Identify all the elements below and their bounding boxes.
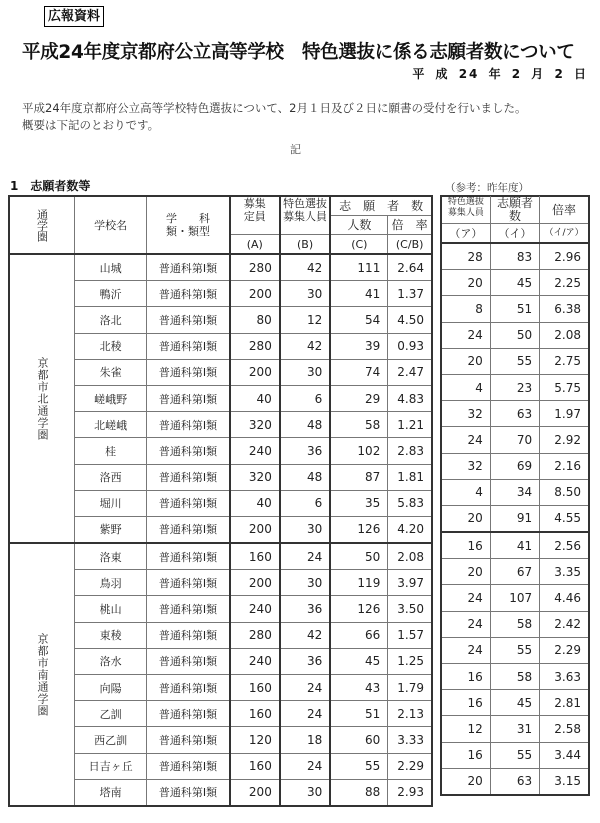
prev-special-quota: 24 (441, 637, 490, 663)
prev-rate: 2.58 (540, 716, 589, 742)
prev-applicants: 34 (490, 479, 539, 505)
prev-special-quota: 20 (441, 505, 490, 532)
applicant-count: 60 (330, 727, 388, 753)
special-quota: 36 (280, 438, 330, 464)
capacity: 160 (230, 753, 280, 779)
applicant-rate: 1.79 (388, 675, 432, 701)
table-row (441, 322, 589, 348)
applicant-count: 102 (330, 438, 388, 464)
prev-special-quota: 20 (441, 348, 490, 374)
capacity: 280 (230, 254, 280, 281)
special-quota: 6 (280, 385, 330, 411)
prev-applicants: 50 (490, 322, 539, 348)
table-row (441, 243, 589, 270)
capacity: 200 (230, 281, 280, 307)
school-name: 北稜 (75, 333, 147, 359)
applicant-rate: 2.08 (388, 543, 432, 570)
prev-rate: 2.75 (540, 348, 589, 374)
table-row (441, 270, 589, 296)
prev-applicants: 55 (490, 742, 539, 768)
header-applicants: 志 願 者 数 (330, 196, 432, 216)
header-prev-rate: 倍率 (540, 196, 589, 224)
applicant-rate: 3.33 (388, 727, 432, 753)
capacity: 240 (230, 596, 280, 622)
table-row (441, 690, 589, 716)
table-row (441, 664, 589, 690)
prev-applicants: 63 (490, 401, 539, 427)
prev-applicants: 58 (490, 664, 539, 690)
prev-applicants: 69 (490, 453, 539, 479)
school-name: 堀川 (75, 490, 147, 516)
table-row (441, 585, 589, 611)
table-row (441, 768, 589, 795)
school-name: 桃山 (75, 596, 147, 622)
region-label: 京都市南通学圏 (9, 543, 75, 806)
applicant-count: 66 (330, 622, 388, 648)
prev-special-quota: 12 (441, 716, 490, 742)
special-quota: 36 (280, 648, 330, 674)
table-row (441, 742, 589, 768)
special-quota: 42 (280, 622, 330, 648)
applicant-count: 45 (330, 648, 388, 674)
prev-special-quota: 32 (441, 453, 490, 479)
applicant-rate: 0.93 (388, 333, 432, 359)
school-name: 洛西 (75, 464, 147, 490)
table-row (441, 453, 589, 479)
prev-applicants: 45 (490, 270, 539, 296)
applicant-rate: 2.13 (388, 701, 432, 727)
course-type: 普通科第Ⅰ類 (147, 412, 230, 438)
capacity: 240 (230, 648, 280, 674)
header-prev-special-code: （ア） (441, 224, 490, 244)
capacity: 40 (230, 385, 280, 411)
applicant-count: 50 (330, 543, 388, 570)
applicant-count: 41 (330, 281, 388, 307)
school-name: 乙訓 (75, 701, 147, 727)
header-prev-special: 特色選抜 募集人員 (441, 196, 490, 224)
school-name: 紫野 (75, 516, 147, 543)
school-name: 日吉ヶ丘 (75, 753, 147, 779)
applicant-count: 126 (330, 596, 388, 622)
applicant-rate: 1.81 (388, 464, 432, 490)
applicant-rate: 2.29 (388, 753, 432, 779)
header-rate: 倍 率 (388, 216, 432, 235)
course-type: 普通科第Ⅰ類 (147, 254, 230, 281)
table-row (9, 254, 432, 281)
capacity: 160 (230, 543, 280, 570)
applicant-rate: 4.50 (388, 307, 432, 333)
special-quota: 42 (280, 254, 330, 281)
applicant-count: 126 (330, 516, 388, 543)
prev-applicants: 55 (490, 637, 539, 663)
prev-rate: 2.81 (540, 690, 589, 716)
capacity: 120 (230, 727, 280, 753)
capacity: 160 (230, 675, 280, 701)
prev-rate: 3.63 (540, 664, 589, 690)
applicant-rate: 3.50 (388, 596, 432, 622)
capacity: 200 (230, 359, 280, 385)
special-quota: 36 (280, 596, 330, 622)
applicant-count: 55 (330, 753, 388, 779)
course-type: 普通科第Ⅰ類 (147, 596, 230, 622)
course-type: 普通科第Ⅰ類 (147, 490, 230, 516)
course-type: 普通科第Ⅰ類 (147, 779, 230, 806)
school-name: 朱雀 (75, 359, 147, 385)
region-label: 京都市北通学圏 (9, 254, 75, 543)
prev-rate: 2.16 (540, 453, 589, 479)
special-quota: 18 (280, 727, 330, 753)
header-course: 学 科 類・類型 (147, 196, 230, 254)
prev-rate: 2.42 (540, 611, 589, 637)
header-special-code: (B) (280, 235, 330, 255)
applicant-rate: 2.83 (388, 438, 432, 464)
applicant-rate: 1.37 (388, 281, 432, 307)
applicant-rate: 2.93 (388, 779, 432, 806)
applicant-rate: 3.97 (388, 570, 432, 596)
course-type: 普通科第Ⅰ類 (147, 648, 230, 674)
table-row (441, 559, 589, 585)
prev-special-quota: 28 (441, 243, 490, 270)
prev-special-quota: 4 (441, 374, 490, 400)
section-heading: 1 志願者数等 (10, 179, 91, 193)
capacity: 40 (230, 490, 280, 516)
course-type: 普通科第Ⅰ類 (147, 570, 230, 596)
applicant-rate: 4.83 (388, 385, 432, 411)
prev-rate: 2.25 (540, 270, 589, 296)
applicant-count: 29 (330, 385, 388, 411)
prev-special-quota: 16 (441, 532, 490, 559)
school-name: 北嵯峨 (75, 412, 147, 438)
prev-rate: 2.29 (540, 637, 589, 663)
table-row (441, 611, 589, 637)
prev-rate: 4.46 (540, 585, 589, 611)
course-type: 普通科第Ⅰ類 (147, 359, 230, 385)
header-region: 通学圏 (9, 196, 75, 254)
prev-applicants: 83 (490, 243, 539, 270)
applicant-count: 51 (330, 701, 388, 727)
document-title: 平成24年度京都府公立高等学校 特色選抜に係る志願者数について (22, 42, 575, 63)
capacity: 240 (230, 438, 280, 464)
prev-applicants: 67 (490, 559, 539, 585)
course-type: 普通科第Ⅰ類 (147, 281, 230, 307)
applicant-count: 88 (330, 779, 388, 806)
school-name: 山城 (75, 254, 147, 281)
course-type: 普通科第Ⅰ類 (147, 622, 230, 648)
course-type: 普通科第Ⅰ類 (147, 701, 230, 727)
special-quota: 30 (280, 570, 330, 596)
prev-rate: 1.97 (540, 401, 589, 427)
prev-applicants: 63 (490, 768, 539, 795)
prev-applicants: 107 (490, 585, 539, 611)
prev-rate: 2.96 (540, 243, 589, 270)
applicant-rate: 4.20 (388, 516, 432, 543)
header-prev-applicants: 志願者 数 (490, 196, 539, 224)
course-type: 普通科第Ⅰ類 (147, 307, 230, 333)
capacity: 160 (230, 701, 280, 727)
header-school: 学校名 (75, 196, 147, 254)
course-type: 普通科第Ⅰ類 (147, 438, 230, 464)
header-rate-code: (C/B) (388, 235, 432, 255)
course-type: 普通科第Ⅰ類 (147, 464, 230, 490)
school-name: 塔南 (75, 779, 147, 806)
ki-mark: 記 (290, 143, 301, 156)
applicant-count: 87 (330, 464, 388, 490)
applicant-count: 43 (330, 675, 388, 701)
prev-applicants: 31 (490, 716, 539, 742)
prev-rate: 3.44 (540, 742, 589, 768)
table-row (9, 543, 432, 570)
table-row (441, 348, 589, 374)
reference-label: （参考：昨年度） (445, 182, 529, 194)
school-name: 向陽 (75, 675, 147, 701)
prev-rate: 3.15 (540, 768, 589, 795)
course-type: 普通科第Ⅰ類 (147, 675, 230, 701)
prev-special-quota: 24 (441, 611, 490, 637)
applicant-rate: 1.57 (388, 622, 432, 648)
applicant-count: 111 (330, 254, 388, 281)
table-row (441, 427, 589, 453)
school-name: 西乙訓 (75, 727, 147, 753)
previous-year-table (440, 195, 590, 796)
prev-special-quota: 20 (441, 768, 490, 795)
prev-applicants: 58 (490, 611, 539, 637)
prev-special-quota: 24 (441, 322, 490, 348)
prev-applicants: 91 (490, 505, 539, 532)
header-count: 人数 (330, 216, 388, 235)
applicant-count: 54 (330, 307, 388, 333)
table-row (441, 479, 589, 505)
applicant-rate: 1.21 (388, 412, 432, 438)
school-name: 嵯峨野 (75, 385, 147, 411)
school-name: 鳥羽 (75, 570, 147, 596)
capacity: 280 (230, 333, 280, 359)
table-row (441, 716, 589, 742)
intro-line: 平成24年度京都府公立高等学校特色選抜について、2月１日及び２日に願書の受付を行いました。 (22, 101, 527, 115)
school-name: 桂 (75, 438, 147, 464)
prev-rate: 2.56 (540, 532, 589, 559)
special-quota: 30 (280, 516, 330, 543)
capacity: 80 (230, 307, 280, 333)
special-quota: 42 (280, 333, 330, 359)
prev-rate: 5.75 (540, 374, 589, 400)
prev-special-quota: 20 (441, 559, 490, 585)
prev-applicants: 41 (490, 532, 539, 559)
prev-special-quota: 24 (441, 427, 490, 453)
applicant-rate: 2.64 (388, 254, 432, 281)
prev-special-quota: 32 (441, 401, 490, 427)
table-row (441, 637, 589, 663)
course-type: 普通科第Ⅰ類 (147, 333, 230, 359)
document-date: 平 成 24 年 2 月 2 日 (412, 67, 588, 81)
prev-special-quota: 24 (441, 585, 490, 611)
prev-applicants: 51 (490, 296, 539, 322)
prev-applicants: 45 (490, 690, 539, 716)
table-row (441, 532, 589, 559)
applicant-rate: 2.47 (388, 359, 432, 385)
special-quota: 30 (280, 779, 330, 806)
prev-applicants: 70 (490, 427, 539, 453)
header-capacity-code: (A) (230, 235, 280, 255)
special-quota: 12 (280, 307, 330, 333)
prev-rate: 3.35 (540, 559, 589, 585)
applicants-table (8, 195, 433, 807)
prev-applicants: 23 (490, 374, 539, 400)
header-prev-applicants-code: （イ） (490, 224, 539, 244)
table-row (441, 296, 589, 322)
capacity: 200 (230, 570, 280, 596)
intro-text (22, 100, 592, 134)
prev-rate: 4.55 (540, 505, 589, 532)
prev-special-quota: 8 (441, 296, 490, 322)
special-quota: 24 (280, 543, 330, 570)
applicant-count: 35 (330, 490, 388, 516)
capacity: 280 (230, 622, 280, 648)
special-quota: 30 (280, 281, 330, 307)
course-type: 普通科第Ⅰ類 (147, 516, 230, 543)
prev-special-quota: 16 (441, 690, 490, 716)
header-prev-rate-code: （イ/ア） (540, 224, 589, 244)
school-name: 東稜 (75, 622, 147, 648)
special-quota: 24 (280, 675, 330, 701)
applicant-rate: 1.25 (388, 648, 432, 674)
prev-special-quota: 16 (441, 742, 490, 768)
prev-rate: 2.08 (540, 322, 589, 348)
prev-applicants: 55 (490, 348, 539, 374)
school-name: 洛北 (75, 307, 147, 333)
capacity: 320 (230, 412, 280, 438)
prev-special-quota: 20 (441, 270, 490, 296)
applicant-count: 58 (330, 412, 388, 438)
prev-special-quota: 16 (441, 664, 490, 690)
special-quota: 6 (280, 490, 330, 516)
school-name: 洛東 (75, 543, 147, 570)
press-release-badge: 広報資料 (44, 6, 104, 27)
special-quota: 30 (280, 359, 330, 385)
school-name: 洛水 (75, 648, 147, 674)
header-capacity: 募集 定員 (230, 196, 280, 235)
special-quota: 24 (280, 701, 330, 727)
prev-rate: 2.92 (540, 427, 589, 453)
table-row (441, 505, 589, 532)
applicant-count: 119 (330, 570, 388, 596)
applicant-count: 39 (330, 333, 388, 359)
course-type: 普通科第Ⅰ類 (147, 385, 230, 411)
course-type: 普通科第Ⅰ類 (147, 543, 230, 570)
prev-rate: 8.50 (540, 479, 589, 505)
table-row (441, 401, 589, 427)
prev-rate: 6.38 (540, 296, 589, 322)
course-type: 普通科第Ⅰ類 (147, 753, 230, 779)
table-row (441, 374, 589, 400)
special-quota: 48 (280, 412, 330, 438)
prev-special-quota: 4 (441, 479, 490, 505)
course-type: 普通科第Ⅰ類 (147, 727, 230, 753)
applicant-count: 74 (330, 359, 388, 385)
capacity: 200 (230, 779, 280, 806)
intro-line: 概要は下記のとおりです。 (22, 118, 160, 132)
capacity: 320 (230, 464, 280, 490)
special-quota: 24 (280, 753, 330, 779)
header-count-code: (C) (330, 235, 388, 255)
capacity: 200 (230, 516, 280, 543)
applicant-rate: 5.83 (388, 490, 432, 516)
header-special: 特色選抜 募集人員 (280, 196, 330, 235)
school-name: 鴨沂 (75, 281, 147, 307)
special-quota: 48 (280, 464, 330, 490)
